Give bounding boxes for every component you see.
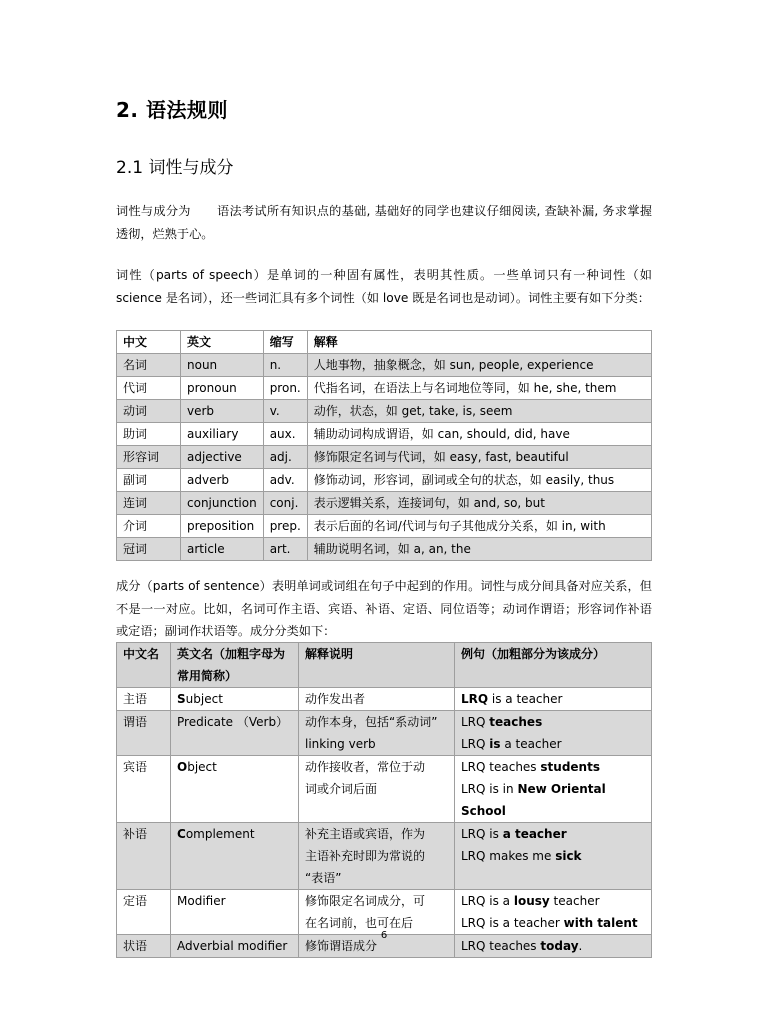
highlighted-part: today xyxy=(540,939,579,953)
table-row xyxy=(117,538,652,561)
intro-lead: 词性与成分为 xyxy=(116,204,191,218)
section-heading: 2. 语法规则 xyxy=(116,98,228,122)
example-line: LRQ teaches xyxy=(461,715,543,729)
desc-line: 动作本身，包括“系动词” xyxy=(305,715,438,729)
table-cell: adjective xyxy=(181,446,264,469)
component-cn: 状语 xyxy=(117,935,171,958)
example-line: LRQ makes me sick xyxy=(461,849,582,863)
table-cell: noun xyxy=(181,354,264,377)
table-cell: aux. xyxy=(263,423,307,446)
table-row xyxy=(117,515,652,538)
table-cell: conjunction xyxy=(181,492,264,515)
component-desc xyxy=(299,688,455,711)
example-line: LRQ teaches students xyxy=(461,760,600,774)
component-example xyxy=(455,890,652,935)
table-cell: v. xyxy=(263,400,307,423)
component-cn: 定语 xyxy=(117,890,171,935)
column-header: 中文 xyxy=(117,331,181,354)
component-desc xyxy=(299,890,455,935)
table-row xyxy=(117,823,652,890)
example-line: LRQ is a teacher with talent xyxy=(461,916,638,930)
table-cell: adverb xyxy=(181,469,264,492)
table-cell: 修饰限定名词与代词，如 easy, fast, beautiful xyxy=(307,446,651,469)
table-cell: 代词 xyxy=(117,377,181,400)
pos-paragraph: 词性（parts of speech）是单词的一种固有属性，表明其性质。一些单词只有一种词性（如 science 是名词），还一些词汇具有多个词性（如 love 既是名词也是动词）。词性主要有如下分类： xyxy=(116,268,652,305)
desc-line: “表语” xyxy=(305,871,342,885)
table-header-row xyxy=(117,643,652,688)
column-header: 中文名 xyxy=(117,643,171,688)
component-en: Modifier xyxy=(171,890,299,935)
highlighted-part: LRQ xyxy=(461,692,489,706)
highlighted-part: lousy xyxy=(513,894,550,908)
component-en: Predicate （Verb） xyxy=(171,711,299,756)
intro-paragraph xyxy=(116,200,652,245)
table-row xyxy=(117,423,652,446)
table-cell: article xyxy=(181,538,264,561)
desc-line: 在名词前，也可在后 xyxy=(305,916,414,930)
highlighted-part: is xyxy=(489,737,501,751)
table-header-row xyxy=(117,331,652,354)
table-row xyxy=(117,756,652,823)
component-desc xyxy=(299,823,455,890)
example-line: LRQ is in New Oriental School xyxy=(461,782,606,818)
table-cell: conj. xyxy=(263,492,307,515)
desc-line: 动作接收者，常位于动 xyxy=(305,760,426,774)
column-header: 解释说明 xyxy=(299,643,455,688)
subsection-heading: 2.1 词性与成分 xyxy=(116,158,234,178)
component-en: Complement xyxy=(171,823,299,890)
component-example xyxy=(455,711,652,756)
table-row xyxy=(117,492,652,515)
table-cell: 名词 xyxy=(117,354,181,377)
highlighted-part: students xyxy=(540,760,600,774)
table-cell: 副词 xyxy=(117,469,181,492)
desc-line: 修饰谓语成分 xyxy=(305,939,378,953)
column-header: 英文 xyxy=(181,331,264,354)
column-header: 解释 xyxy=(307,331,651,354)
component-cn: 谓语 xyxy=(117,711,171,756)
highlighted-part: a teacher xyxy=(502,827,567,841)
highlighted-part: with talent xyxy=(563,916,638,930)
page-number: 6 xyxy=(380,930,388,941)
table-cell: 表示后面的名词/代词与句子其他成分关系，如 in, with xyxy=(307,515,651,538)
table-cell: auxiliary xyxy=(181,423,264,446)
table-cell: 冠词 xyxy=(117,538,181,561)
table-cell: prep. xyxy=(263,515,307,538)
desc-line: 动作发出者 xyxy=(305,692,366,706)
desc-line: 词或介词后面 xyxy=(305,782,378,796)
component-en: Object xyxy=(171,756,299,823)
table-cell: preposition xyxy=(181,515,264,538)
desc-line: 补充主语或宾语，作为 xyxy=(305,827,426,841)
column-header: 英文名（加粗字母为常用简称） xyxy=(171,643,299,688)
table-cell: 介词 xyxy=(117,515,181,538)
parts-of-speech-table xyxy=(116,330,652,561)
abbrev-letter: O xyxy=(177,760,188,774)
table-cell: adv. xyxy=(263,469,307,492)
component-example xyxy=(455,756,652,823)
table-row xyxy=(117,688,652,711)
example-line: LRQ is a teacher xyxy=(461,737,562,751)
desc-line: 主语补充时即为常说的 xyxy=(305,849,426,863)
component-example xyxy=(455,823,652,890)
table-cell: 连词 xyxy=(117,492,181,515)
table-cell: 辅助动词构成谓语，如 can, should, did, have xyxy=(307,423,651,446)
abbrev-letter: C xyxy=(177,827,186,841)
column-header: 缩写 xyxy=(263,331,307,354)
table-row xyxy=(117,446,652,469)
table-row xyxy=(117,711,652,756)
table-row xyxy=(117,354,652,377)
table-cell: 人地事物，抽象概念，如 sun, people, experience xyxy=(307,354,651,377)
table-cell: adj. xyxy=(263,446,307,469)
example-line: LRQ is a teacher xyxy=(461,692,563,706)
table-row xyxy=(117,377,652,400)
table-cell: 辅助说明名词，如 a, an, the xyxy=(307,538,651,561)
table-cell: verb xyxy=(181,400,264,423)
components-paragraph: 成分（parts of sentence）表明单词或词组在句子中起到的作用。词性与成分间具备对应关系，但不是一一对应。比如，名词可作主语、宾语、补语、定语、同位语等；动词作谓语；形容词作补语或定语；副词作状语等。成分分类如下： xyxy=(116,579,652,638)
component-cn: 宾语 xyxy=(117,756,171,823)
table-row xyxy=(117,890,652,935)
table-cell: 修饰动词，形容词，副词或全句的状态，如 easily, thus xyxy=(307,469,651,492)
table-cell: 代指名词，在语法上与名词地位等同，如 he, she, them xyxy=(307,377,651,400)
desc-line: linking verb xyxy=(305,737,376,751)
table-cell: n. xyxy=(263,354,307,377)
highlighted-part: teaches xyxy=(489,715,543,729)
example-line: LRQ is a teacher xyxy=(461,827,567,841)
example-line: LRQ teaches today. xyxy=(461,939,583,953)
desc-line: 修饰限定名词成分，可 xyxy=(305,894,426,908)
table-cell: pron. xyxy=(263,377,307,400)
component-example xyxy=(455,688,652,711)
table-row xyxy=(117,469,652,492)
table-cell: 助词 xyxy=(117,423,181,446)
highlighted-part: sick xyxy=(555,849,582,863)
component-cn: 补语 xyxy=(117,823,171,890)
intro-rest: 语法考试所有知识点的基础, 基础好的同学也建议仔细阅读, 查缺补漏, 务求掌握透彻，烂熟于心。 xyxy=(116,204,653,241)
sentence-components-table xyxy=(116,642,652,958)
table-cell: pronoun xyxy=(181,377,264,400)
component-desc xyxy=(299,756,455,823)
table-cell: 形容词 xyxy=(117,446,181,469)
table-cell: 动词 xyxy=(117,400,181,423)
table-row xyxy=(117,400,652,423)
component-cn: 主语 xyxy=(117,688,171,711)
table-cell: art. xyxy=(263,538,307,561)
component-en: Subject xyxy=(171,688,299,711)
table-cell: 表示逻辑关系，连接词句，如 and, so, but xyxy=(307,492,651,515)
table-cell: 动作，状态，如 get, take, is, seem xyxy=(307,400,651,423)
example-line: LRQ is a lousy teacher xyxy=(461,894,600,908)
highlighted-part: New Oriental School xyxy=(461,782,606,818)
abbrev-letter: S xyxy=(177,692,186,706)
column-header: 例句（加粗部分为该成分） xyxy=(455,643,652,688)
component-desc xyxy=(299,711,455,756)
component-en: Adverbial modifier xyxy=(171,935,299,958)
